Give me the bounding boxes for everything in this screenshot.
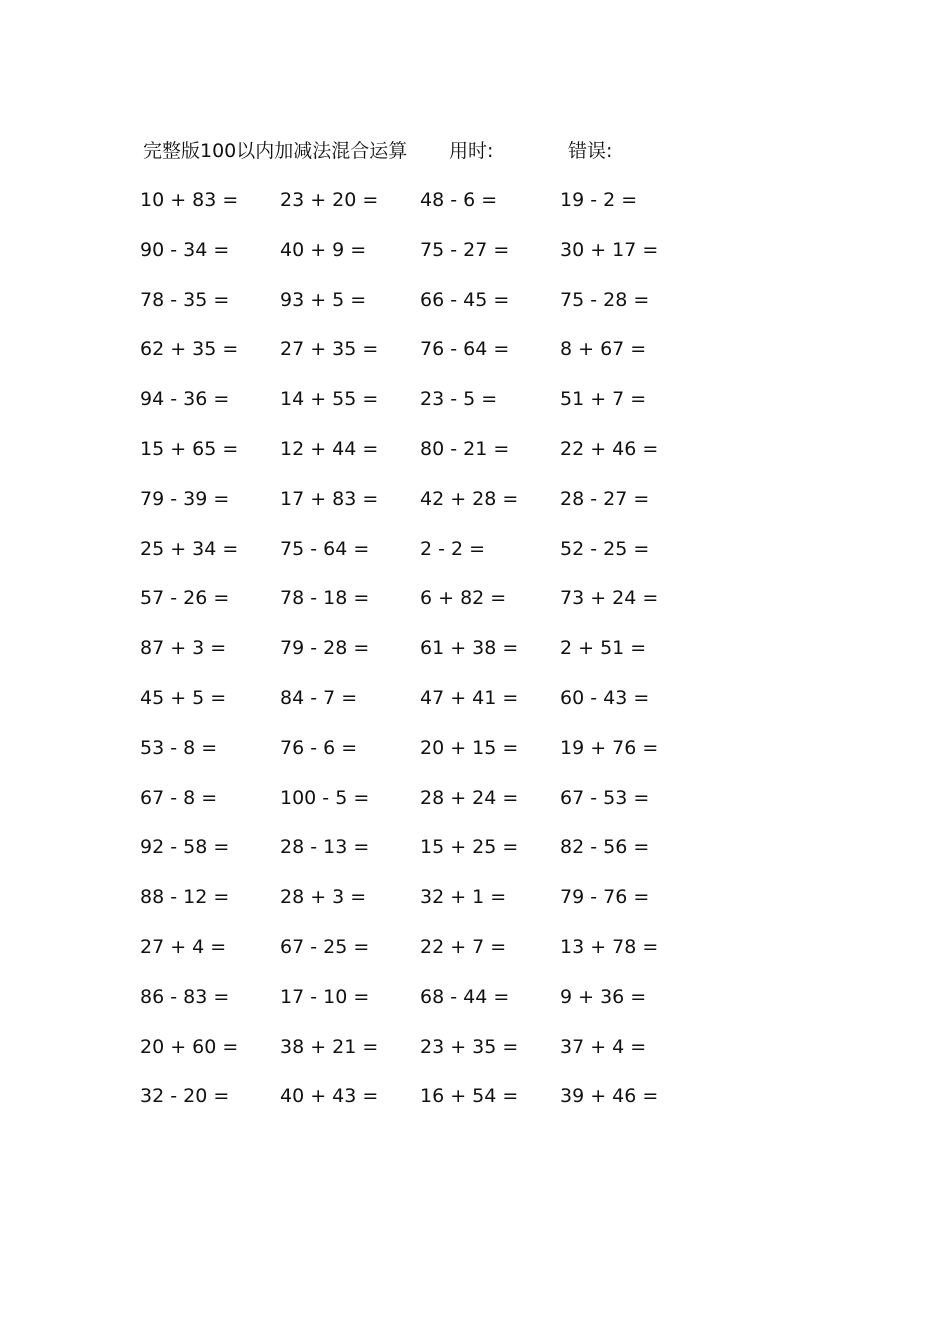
math-problem: 51 + 7 = [560, 388, 647, 411]
problem-row [140, 429, 700, 479]
problem-row [140, 578, 700, 628]
math-problem: 28 + 24 = [420, 786, 519, 809]
math-problem: 40 + 43 = [280, 1085, 379, 1108]
math-problem: 80 - 21 = [420, 437, 510, 460]
math-problem: 75 - 27 = [420, 238, 510, 261]
math-problem: 39 + 46 = [560, 1085, 659, 1108]
time-label: 用时: [449, 140, 494, 162]
math-problem: 79 - 28 = [280, 637, 370, 660]
problem-row [140, 977, 700, 1027]
problem-row [140, 778, 700, 828]
math-problem: 79 - 39 = [140, 487, 230, 510]
math-problem: 10 + 83 = [140, 189, 239, 211]
math-problem: 68 - 44 = [420, 985, 510, 1008]
math-problem: 38 + 21 = [280, 1035, 379, 1058]
problem-row [140, 877, 700, 927]
problem-row [140, 379, 700, 429]
problem-row [140, 678, 700, 728]
math-problem: 8 + 67 = [560, 338, 647, 361]
math-problem: 2 + 51 = [560, 637, 647, 660]
math-problem: 6 + 82 = [420, 587, 507, 610]
math-problem: 61 + 38 = [420, 637, 519, 660]
problem-row [140, 230, 700, 280]
math-problem: 14 + 55 = [280, 388, 379, 411]
problem-row [140, 628, 700, 678]
math-problem: 82 - 56 = [560, 836, 650, 859]
math-problem: 76 - 6 = [280, 736, 358, 759]
math-problem: 67 - 8 = [140, 786, 218, 809]
math-problem: 60 - 43 = [560, 686, 650, 709]
math-problem: 32 - 20 = [140, 1085, 230, 1108]
math-problem: 47 + 41 = [420, 686, 519, 709]
math-problem: 53 - 8 = [140, 736, 218, 759]
math-problem: 94 - 36 = [140, 388, 230, 411]
math-problem: 16 + 54 = [420, 1085, 519, 1108]
math-problem: 62 + 35 = [140, 338, 239, 361]
problem-row [140, 728, 700, 778]
math-problem: 57 - 26 = [140, 587, 230, 610]
math-problem: 73 + 24 = [560, 587, 659, 610]
math-problem: 40 + 9 = [280, 238, 367, 261]
problem-row [140, 280, 700, 330]
math-problem: 15 + 65 = [140, 437, 239, 460]
problem-row [140, 1076, 700, 1126]
math-problem: 32 + 1 = [420, 886, 507, 909]
problem-row [140, 180, 700, 230]
problem-row [140, 329, 700, 379]
math-problem: 9 + 36 = [560, 985, 647, 1008]
math-problem: 78 - 18 = [280, 587, 370, 610]
math-problem: 52 - 25 = [560, 537, 650, 560]
worksheet-title: 完整版100以内加减法混合运算 [143, 140, 408, 162]
math-problem: 23 - 5 = [420, 388, 498, 411]
math-problem: 86 - 83 = [140, 985, 230, 1008]
math-problem: 19 + 76 = [560, 736, 659, 759]
math-problem: 30 + 17 = [560, 238, 659, 261]
math-problem: 22 + 46 = [560, 437, 659, 460]
math-problem: 23 + 20 = [280, 189, 379, 211]
problem-row [140, 1027, 700, 1077]
problem-row [140, 827, 700, 877]
math-problem: 25 + 34 = [140, 537, 239, 560]
math-problem: 20 + 60 = [140, 1035, 239, 1058]
math-problem: 15 + 25 = [420, 836, 519, 859]
math-problem: 66 - 45 = [420, 288, 510, 311]
math-problem: 23 + 35 = [420, 1035, 519, 1058]
problem-row [140, 927, 700, 977]
math-problem: 75 - 64 = [280, 537, 370, 560]
math-problem: 28 - 13 = [280, 836, 370, 859]
math-problem: 75 - 28 = [560, 288, 650, 311]
math-problem: 78 - 35 = [140, 288, 230, 311]
math-problem: 100 - 5 = [280, 786, 370, 809]
math-problem: 79 - 76 = [560, 886, 650, 909]
math-problem: 28 - 27 = [560, 487, 650, 510]
math-problem: 27 + 35 = [280, 338, 379, 361]
math-problem: 28 + 3 = [280, 886, 367, 909]
math-problem: 42 + 28 = [420, 487, 519, 510]
math-problem: 67 - 25 = [280, 935, 370, 958]
math-problem: 37 + 4 = [560, 1035, 647, 1058]
math-problem: 12 + 44 = [280, 437, 379, 460]
math-problem: 2 - 2 = [420, 537, 486, 560]
problem-row [140, 529, 700, 579]
error-label: 错误: [568, 140, 613, 162]
math-problem: 22 + 7 = [420, 935, 507, 958]
math-problem: 92 - 58 = [140, 836, 230, 859]
math-problem: 67 - 53 = [560, 786, 650, 809]
problem-row [140, 479, 700, 529]
math-problem: 20 + 15 = [420, 736, 519, 759]
math-problem: 84 - 7 = [280, 686, 358, 709]
math-problem: 90 - 34 = [140, 238, 230, 261]
math-problem: 13 + 78 = [560, 935, 659, 958]
math-problem: 48 - 6 = [420, 189, 498, 211]
math-problem: 17 - 10 = [280, 985, 370, 1008]
problem-grid [140, 180, 700, 1126]
math-problem: 45 + 5 = [140, 686, 227, 709]
math-problem: 27 + 4 = [140, 935, 227, 958]
math-problem: 93 + 5 = [280, 288, 367, 311]
math-problem: 87 + 3 = [140, 637, 227, 660]
math-problem: 19 - 2 = [560, 189, 638, 211]
math-problem: 88 - 12 = [140, 886, 230, 909]
math-problem: 17 + 83 = [280, 487, 379, 510]
math-problem: 76 - 64 = [420, 338, 510, 361]
